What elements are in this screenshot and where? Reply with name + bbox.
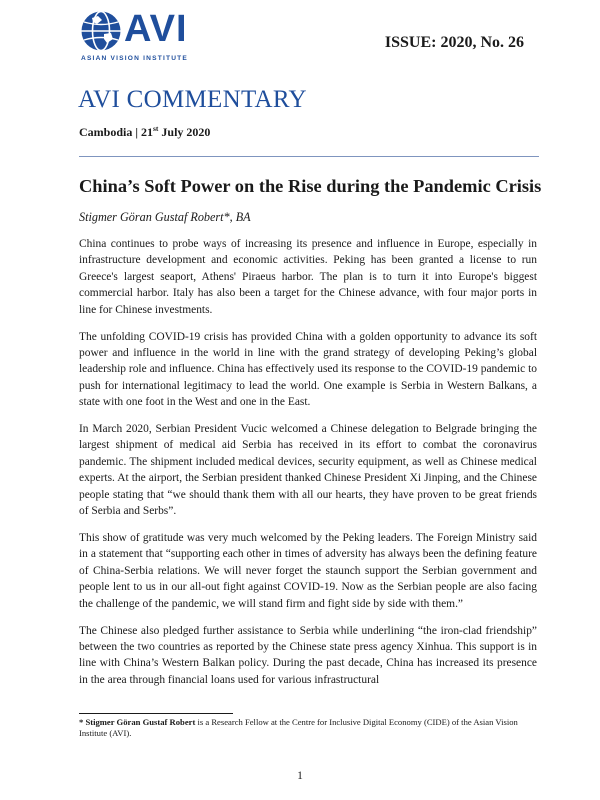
paragraph: In March 2020, Serbian President Vucic welcomed a Chinese delegation to Belgrade bringing the largest shipment of medical aid Serbia has received in its effort to combat the coronavirus pandemic. The shipment included medical devices, security equipment, as well as Chinese medical experts. At the airport, the Serbian president thanked Chinese President Xi Jinping, and the Chinese people stating that “we should thank them with all our hearts, they have proven to be great friends of Serbia and Serbs”. bbox=[79, 423, 537, 518]
logo-tagline: ASIAN VISION INSTITUTE bbox=[81, 55, 188, 62]
issue-number: ISSUE: 2020, No. 26 bbox=[384, 34, 524, 51]
avi-logo bbox=[80, 8, 220, 66]
page-number: 1 bbox=[297, 770, 303, 782]
logo-wordmark: AVI bbox=[124, 8, 188, 50]
header-divider bbox=[79, 156, 539, 157]
series-title: AVI COMMENTARY bbox=[78, 86, 307, 113]
footnote-divider bbox=[79, 713, 233, 714]
dateline bbox=[79, 124, 210, 140]
paragraph: This show of gratitude was very much welcomed by the Peking leaders. The Foreign Ministry said in a statement that “supporting each other in times of adversity has always been the defining feature of China-Serbia relations. We will never forget the staunch support the Serbian government and people lent to us in our all-out fight against COVID-19. Now as the Serbian people are also facing the challenge of the pandemic, we will stand firm and fight side by side with them.” bbox=[79, 532, 537, 610]
dateline-date: July 2020 bbox=[158, 125, 211, 139]
article-body bbox=[79, 236, 537, 699]
footnote-text: is a Research Fellow at the Centre for Inclusive Digital Economy (CIDE) of the Asian Vision Institute (AVI). bbox=[79, 717, 518, 739]
article-title: China’s Soft Power on the Rise during the Pandemic Crisis bbox=[79, 176, 542, 196]
author-byline: Stigmer Göran Gustaf Robert*, BA bbox=[79, 210, 251, 224]
paragraph: The Chinese also pledged further assistance to Serbia while underlining “the iron-clad friendship” between the two countries as reported by the Chinese state press agency Xinhua. This support is in line with China’s Western Balkan policy. During the past decade, China has increased its presence in the area through financial loans used for various infrastructural bbox=[79, 624, 537, 686]
dateline-ordinal: st bbox=[153, 124, 159, 133]
paragraph: China continues to probe ways of increasing its presence and influence in Europe, especially in infrastructure development and economic activities. Peking has been granted a license to run Greece's largest seaport, Athens' Piraeus harbor. The plan is to turn it into Europe's biggest commercial harbor. Italy has also been a target for the Chinese advance, with four major ports in line for Chinese investments. bbox=[79, 238, 537, 316]
paragraph: The unfolding COVID-19 crisis has provided China with a golden opportunity to advance its soft power and influence in the world in line with the grand strategy of developing Peking’s global leadership role and influence. China has effectively used its response to the COVID-19 pandemic to push for international legitimacy to lead the world. One example is Serbia in Western Balkans, a state with one foot in the West and one in the East. bbox=[79, 330, 537, 409]
dateline-place: Cambodia | 21 bbox=[79, 125, 153, 139]
footnote-author: * Stigmer Göran Gustaf Robert bbox=[79, 717, 196, 727]
globe-emblem-icon bbox=[80, 10, 122, 52]
footnote bbox=[79, 717, 539, 740]
